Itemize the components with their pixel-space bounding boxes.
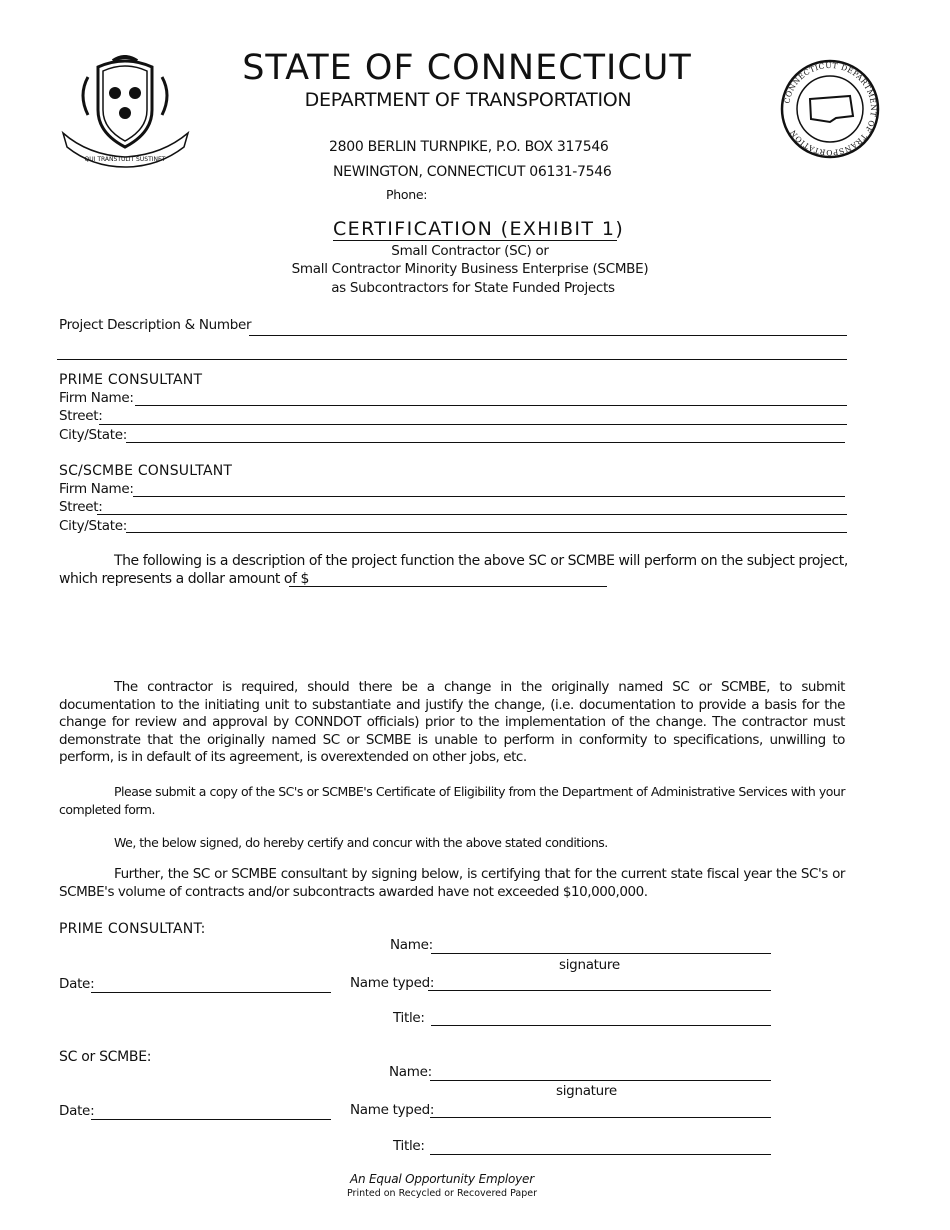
sc-signature-caption: signature (556, 1083, 617, 1099)
description-paragraph-text: The following is a description of the project function the above SC or SCMBE will perform on the subject project, (114, 553, 848, 569)
sc-name-label: Name: (389, 1064, 432, 1080)
prime-city-state-field[interactable] (126, 442, 845, 443)
footer-recycled-paper: Printed on Recycled or Recovered Paper (347, 1188, 537, 1199)
sc-street-label: Street: (59, 499, 103, 515)
certification-subtitle-2: Small Contractor Minority Business Enterprise (SCMBE) (291, 261, 649, 277)
address-line-2: NEWINGTON, CONNECTICUT 06131-7546 (333, 164, 612, 180)
prime-street-field[interactable] (99, 424, 847, 425)
certification-title: CERTIFICATION (EXHIBIT 1) (333, 218, 625, 240)
further-paragraph (59, 866, 845, 901)
prime-signature-caption: signature (559, 957, 620, 973)
project-description-field-line-2[interactable] (57, 359, 847, 360)
submit-certificate-paragraph (59, 783, 845, 818)
project-description-field[interactable] (249, 335, 847, 336)
certify-paragraph (59, 834, 845, 852)
prime-name-typed-label: Name typed: (350, 975, 435, 991)
sc-city-state-label: City/State: (59, 518, 127, 534)
sc-firm-name-label: Firm Name: (59, 481, 134, 497)
page-title: STATE OF CONNECTICUT (242, 48, 692, 88)
further-text: Further, the SC or SCMBE consultant by signing below, is certifying that for the current state fiscal year the SC's or SCMBE's volume of contracts and/or subcontracts awarded have not exceeded $10,000,000. (59, 866, 845, 900)
prime-consultant-heading: PRIME CONSULTANT (59, 372, 203, 388)
prime-name-label: Name: (390, 937, 433, 953)
sc-date-field[interactable] (91, 1119, 331, 1120)
certification-subtitle-3: as Subcontractors for State Funded Projects (331, 280, 615, 296)
contractor-change-text: The contractor is required, should there be a change in the originally named SC or SCMBE, to submit documentation to the initiating unit to substantiate and justify the change, (i.e. documentation to provide a basis for the change for review and approval by CONNDOT officials) prior to the implementation of the change. The contractor must demonstrate that the originally named SC or SCMBE is unable to perform in conformity to specifications, unwilling to perform, is in default of its agreement, is overextended on other jobs, etc. (59, 679, 845, 765)
prime-title-field[interactable] (431, 1025, 771, 1026)
contractor-change-paragraph (59, 679, 845, 767)
address-line-1: 2800 BERLIN TURNPIKE, P.O. BOX 317546 (329, 139, 609, 155)
prime-name-typed-field[interactable] (428, 990, 771, 991)
sc-signature-heading: SC or SCMBE: (59, 1049, 152, 1065)
sc-date-label: Date: (59, 1103, 95, 1119)
certify-text: We, the below signed, do hereby certify and concur with the above stated conditions. (114, 835, 608, 850)
sc-street-field[interactable] (97, 514, 847, 515)
department-name: DEPARTMENT OF TRANSPORTATION (304, 89, 632, 111)
phone-label: Phone: (386, 187, 428, 202)
prime-signature-field[interactable] (431, 953, 771, 954)
seal-ring-text: CONNECTICUT DEPARTMENT OF TRANSPORTATION (782, 60, 879, 158)
sc-name-typed-label: Name typed: (350, 1102, 435, 1118)
prime-signature-heading: PRIME CONSULTANT: (59, 921, 206, 937)
title-underline (333, 240, 617, 241)
prime-city-state-label: City/State: (59, 427, 127, 443)
certification-subtitle-1: Small Contractor (SC) or (391, 243, 549, 259)
prime-firm-name-field[interactable] (135, 405, 847, 406)
sc-title-label: Title: (393, 1138, 425, 1154)
prime-street-label: Street: (59, 408, 103, 424)
description-paragraph-line-1 (114, 553, 848, 569)
prime-date-field[interactable] (91, 992, 331, 993)
seal-motto: QUI TRANSTULIT SUSTINET (84, 156, 166, 163)
sc-city-state-field[interactable] (126, 532, 847, 533)
sc-title-field[interactable] (430, 1154, 771, 1155)
project-description-label: Project Description & Number (59, 317, 252, 333)
prime-firm-name-label: Firm Name: (59, 390, 134, 406)
description-paragraph-line-2: which represents a dollar amount of $ (59, 571, 309, 587)
sc-signature-field[interactable] (430, 1080, 771, 1081)
sc-firm-name-field[interactable] (133, 496, 845, 497)
footer-equal-opportunity: An Equal Opportunity Employer (350, 1172, 534, 1186)
prime-title-label: Title: (393, 1010, 425, 1026)
sc-name-typed-field[interactable] (430, 1117, 771, 1118)
submit-certificate-text: Please submit a copy of the SC's or SCMBE's Certificate of Eligibility from the Department of Administrative Services with your completed form. (59, 784, 845, 817)
sc-consultant-heading: SC/SCMBE CONSULTANT (59, 463, 233, 479)
prime-date-label: Date: (59, 976, 95, 992)
dollar-amount-field[interactable] (289, 586, 607, 587)
